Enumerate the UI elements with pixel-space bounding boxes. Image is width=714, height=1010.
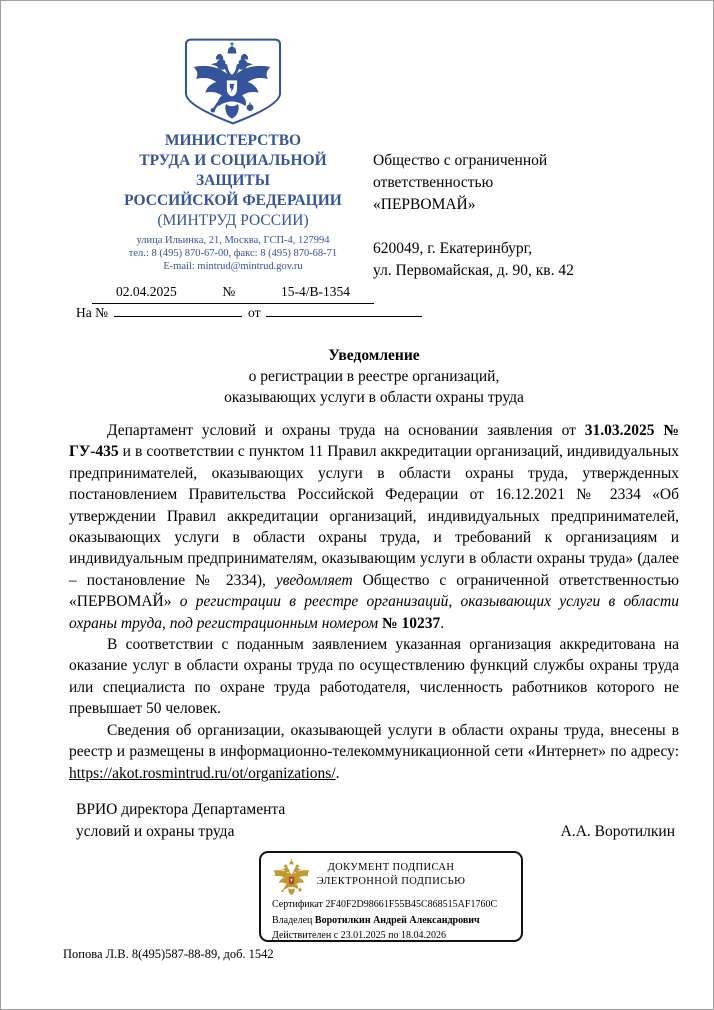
addressee-org-line: ответственностью	[373, 174, 494, 191]
registration-number: № 10237	[382, 614, 441, 632]
addressee-address-line: 620049, г. Екатеринбург,	[373, 240, 533, 257]
ministry-name-line: РОССИЙСКОЙ ФЕДЕРАЦИИ	[124, 192, 342, 209]
document-body	[69, 420, 679, 784]
stamp-certificate-line	[272, 897, 497, 913]
reference-line	[76, 302, 422, 321]
signer-position-line: условий и охраны труда	[76, 823, 235, 840]
body-text-run: .	[335, 764, 340, 782]
ministry-address: улица Ильинка, 21, Москва, ГСП-4, 127994	[136, 235, 330, 246]
ministry-contacts	[81, 234, 385, 273]
electronic-signature-stamp	[259, 851, 523, 942]
stamp-title	[261, 861, 521, 889]
paragraph-3	[69, 720, 679, 784]
addressee-address-line: ул. Первомайская, д. 90, кв. 42	[373, 262, 574, 279]
stamp-owner-label: Владелец	[272, 914, 315, 926]
body-text-run: .	[440, 614, 445, 632]
reference-ot-label: от	[248, 305, 261, 320]
reference-number-blank	[114, 302, 242, 317]
addressee-block	[373, 150, 683, 282]
outgoing-date-number-row	[92, 284, 374, 304]
addressee-org-line: «ПЕРВОМАЙ»	[373, 196, 476, 213]
body-text-run: Общество с ограниченной ответственностью «ПЕРВОМАЙ»	[69, 571, 679, 611]
body-text-run-bold: 31.03.2025 № ГУ-435	[69, 422, 679, 461]
title-line-1: Уведомление	[328, 347, 420, 364]
outgoing-date: 02.04.2025	[116, 284, 177, 299]
stamp-details	[272, 897, 497, 944]
ministry-name-line: ЗАЩИТЫ	[195, 172, 270, 189]
title-line-2: о регистрации в реестре организаций,	[248, 368, 500, 385]
outgoing-number: 15-4/В-1354	[280, 284, 350, 299]
ministry-name-line: МИНИСТЕРСТВО	[164, 132, 302, 149]
document-title	[69, 345, 679, 408]
stamp-title-line: ЭЛЕКТРОННОЙ ПОДПИСЬЮ	[316, 876, 466, 887]
body-text-run: Департамент условий и охраны труда на основании заявления от	[107, 422, 585, 439]
signature-block	[76, 799, 675, 843]
stamp-validity-line: Действителен с 23.01.2025 по 18.04.2026	[272, 930, 446, 941]
ministry-header	[81, 37, 385, 304]
ministry-email: E-mail: mintrud@mintrud.gov.ru	[163, 261, 303, 272]
stamp-certificate-label: Сертификат	[272, 899, 326, 910]
number-sign: №	[222, 284, 236, 299]
paragraph-2: В соответствии с поданным заявлением указанная организация аккредитована на оказание услуг в области охраны труда по осуществлению функций службы охраны труда или специалиста по охране труда работодателя, численность работников которого не превышает 50 человек.	[69, 636, 679, 718]
registry-url-link[interactable]: https://akot.rosmintrud.ru/ot/organizations/	[69, 764, 336, 782]
executor-contact: Попова Л.В. 8(495)587-88-89, доб. 1542	[63, 947, 274, 961]
ministry-phone: тел.: 8 (495) 870-67-00, факс: 8 (495) 870-68-71	[128, 248, 338, 259]
signer-name: А.А. Воротилкин	[560, 823, 675, 840]
body-text-run-italic: о регистрации в реестре организаций, оказывающих услуги в области охраны труда, под регистрационным номером	[69, 593, 679, 632]
ministry-short-name: (МИНТРУД РОССИИ)	[157, 212, 309, 229]
paragraph-1	[69, 420, 679, 634]
body-text-run: и в соответствии с пунктом 11 Правил аккредитации организаций, индивидуальных предпринимателей, оказывающих услуги в области охраны труда, утвержденных постановлением Правительства Российской Федерации от 16.12.2021 № 2334 «Об утверждении Правил аккредитации организаций, индивидуальных предпринимателей, оказывающих услуги в области охраны труда, и требований к организациям и индивидуальным предпринимателям, оказывающим услуги в области охраны труда» (далее – постановление № 2334),	[69, 443, 679, 589]
ministry-name	[81, 131, 385, 211]
body-text-run: Сведения об организации, оказывающей услуги в области охраны труда, внесены в реестр и размещены в информационно-телекоммуникационной сети «Интернет» по адресу:	[69, 721, 679, 761]
ministry-name-line: ТРУДА И СОЦИАЛЬНОЙ	[139, 152, 327, 169]
stamp-certificate-value: 2F40F2D98661F55B45C868515AF1760C	[325, 899, 498, 910]
body-text-run-italic: уведомляет	[275, 571, 353, 589]
reference-na-label: На №	[76, 305, 108, 320]
signer-position-line: ВРИО директора Департамента	[76, 801, 286, 818]
title-line-3: оказывающих услуги в области охраны труда	[224, 389, 524, 406]
stamp-owner-value: Воротилкин Андрей Александрович	[314, 914, 480, 926]
addressee-org-line: Общество с ограниченной	[373, 152, 548, 169]
signer-position	[76, 799, 285, 843]
reference-date-blank	[266, 302, 422, 317]
spacer	[373, 216, 683, 238]
stamp-title-line: ДОКУМЕНТ ПОДПИСАН	[327, 862, 455, 873]
ministry-coat-of-arms-icon	[180, 37, 286, 126]
stamp-owner-line	[272, 913, 497, 929]
